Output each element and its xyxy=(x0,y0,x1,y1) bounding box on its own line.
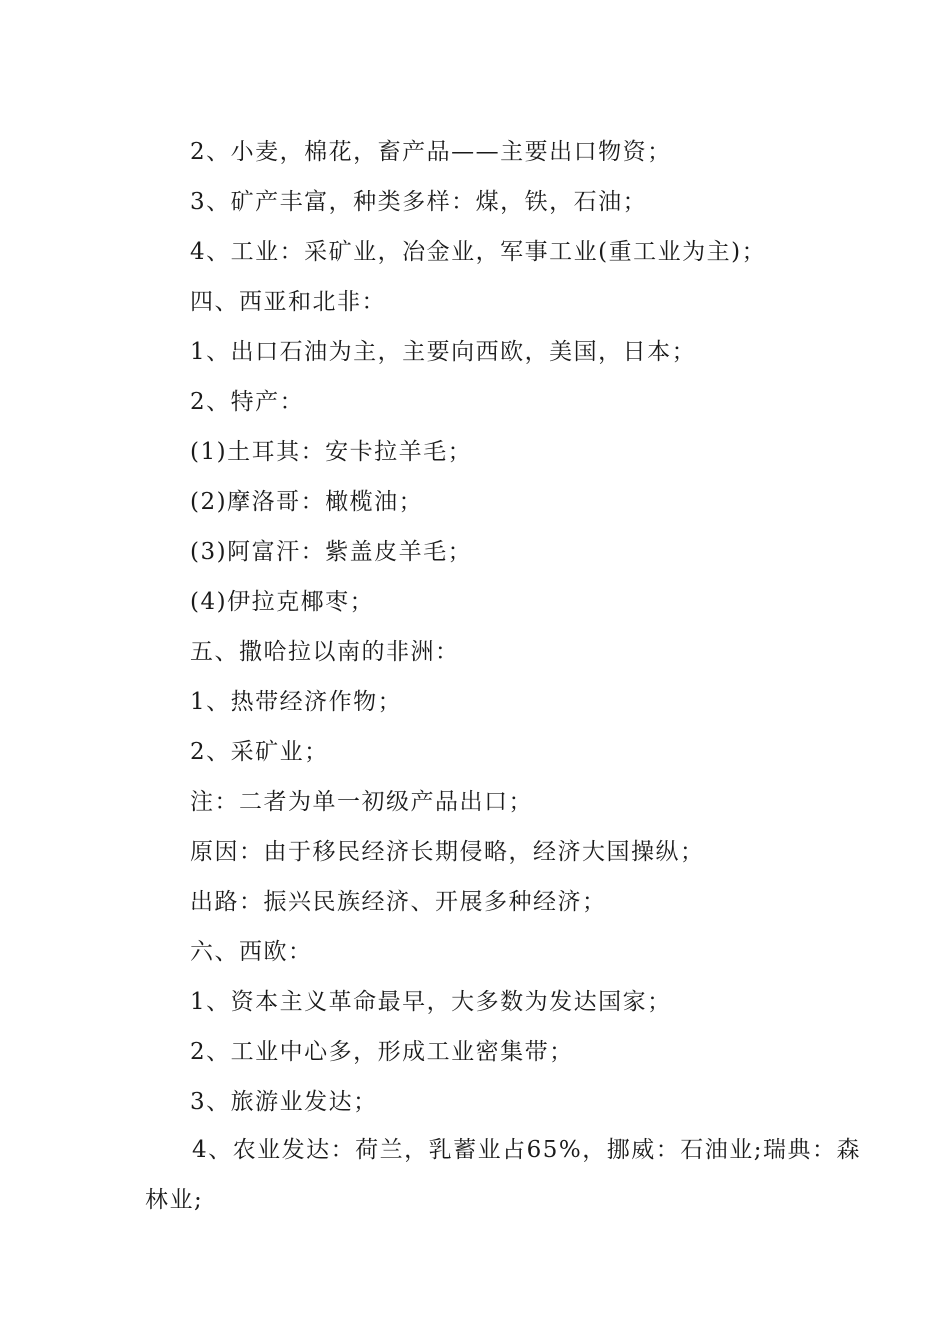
text-line: (2)摩洛哥：橄榄油； xyxy=(190,489,424,515)
section-heading: 五、撒哈拉以南的非洲： xyxy=(190,639,460,665)
text-line: 2、采矿业； xyxy=(190,739,329,765)
text-line: 1、资本主义革命最早，大多数为发达国家； xyxy=(190,989,672,1015)
text-line: 出路：振兴民族经济、开展多种经济； xyxy=(190,889,607,915)
text-line: 3、旅游业发达； xyxy=(190,1089,378,1115)
text-line: 4、工业：采矿业，冶金业，军事工业(重工业为主)； xyxy=(190,239,767,265)
section-heading: 四、西亚和北非： xyxy=(190,289,386,315)
text-line: 2、小麦，棉花，畜产品——主要出口物资； xyxy=(190,139,672,165)
text-line: (3)阿富汗：紫盖皮羊毛； xyxy=(190,539,473,565)
paragraph-first-line: 4、农业发达：荷兰，乳蓄业占65%，挪威：石油业;瑞典：森 xyxy=(192,1137,862,1163)
text-line: 1、出口石油为主，主要向西欧，美国，日本； xyxy=(190,339,697,365)
text-line: 3、矿产丰富，种类多样：煤，铁，石油； xyxy=(190,189,648,215)
text-line: 2、工业中心多，形成工业密集带； xyxy=(190,1039,574,1065)
text-line: (1)土耳其：安卡拉羊毛； xyxy=(190,439,473,465)
text-line: 原因：由于移民经济长期侵略，经济大国操纵； xyxy=(190,839,705,865)
text-line: 注：二者为单一初级产品出口； xyxy=(190,789,533,815)
text-line: (4)伊拉克椰枣； xyxy=(190,589,375,615)
section-heading: 六、西欧： xyxy=(190,939,313,965)
paragraph-continuation: 林业; xyxy=(145,1187,204,1213)
text-line: 2、特产： xyxy=(190,389,305,415)
text-line: 1、热带经济作物； xyxy=(190,689,403,715)
